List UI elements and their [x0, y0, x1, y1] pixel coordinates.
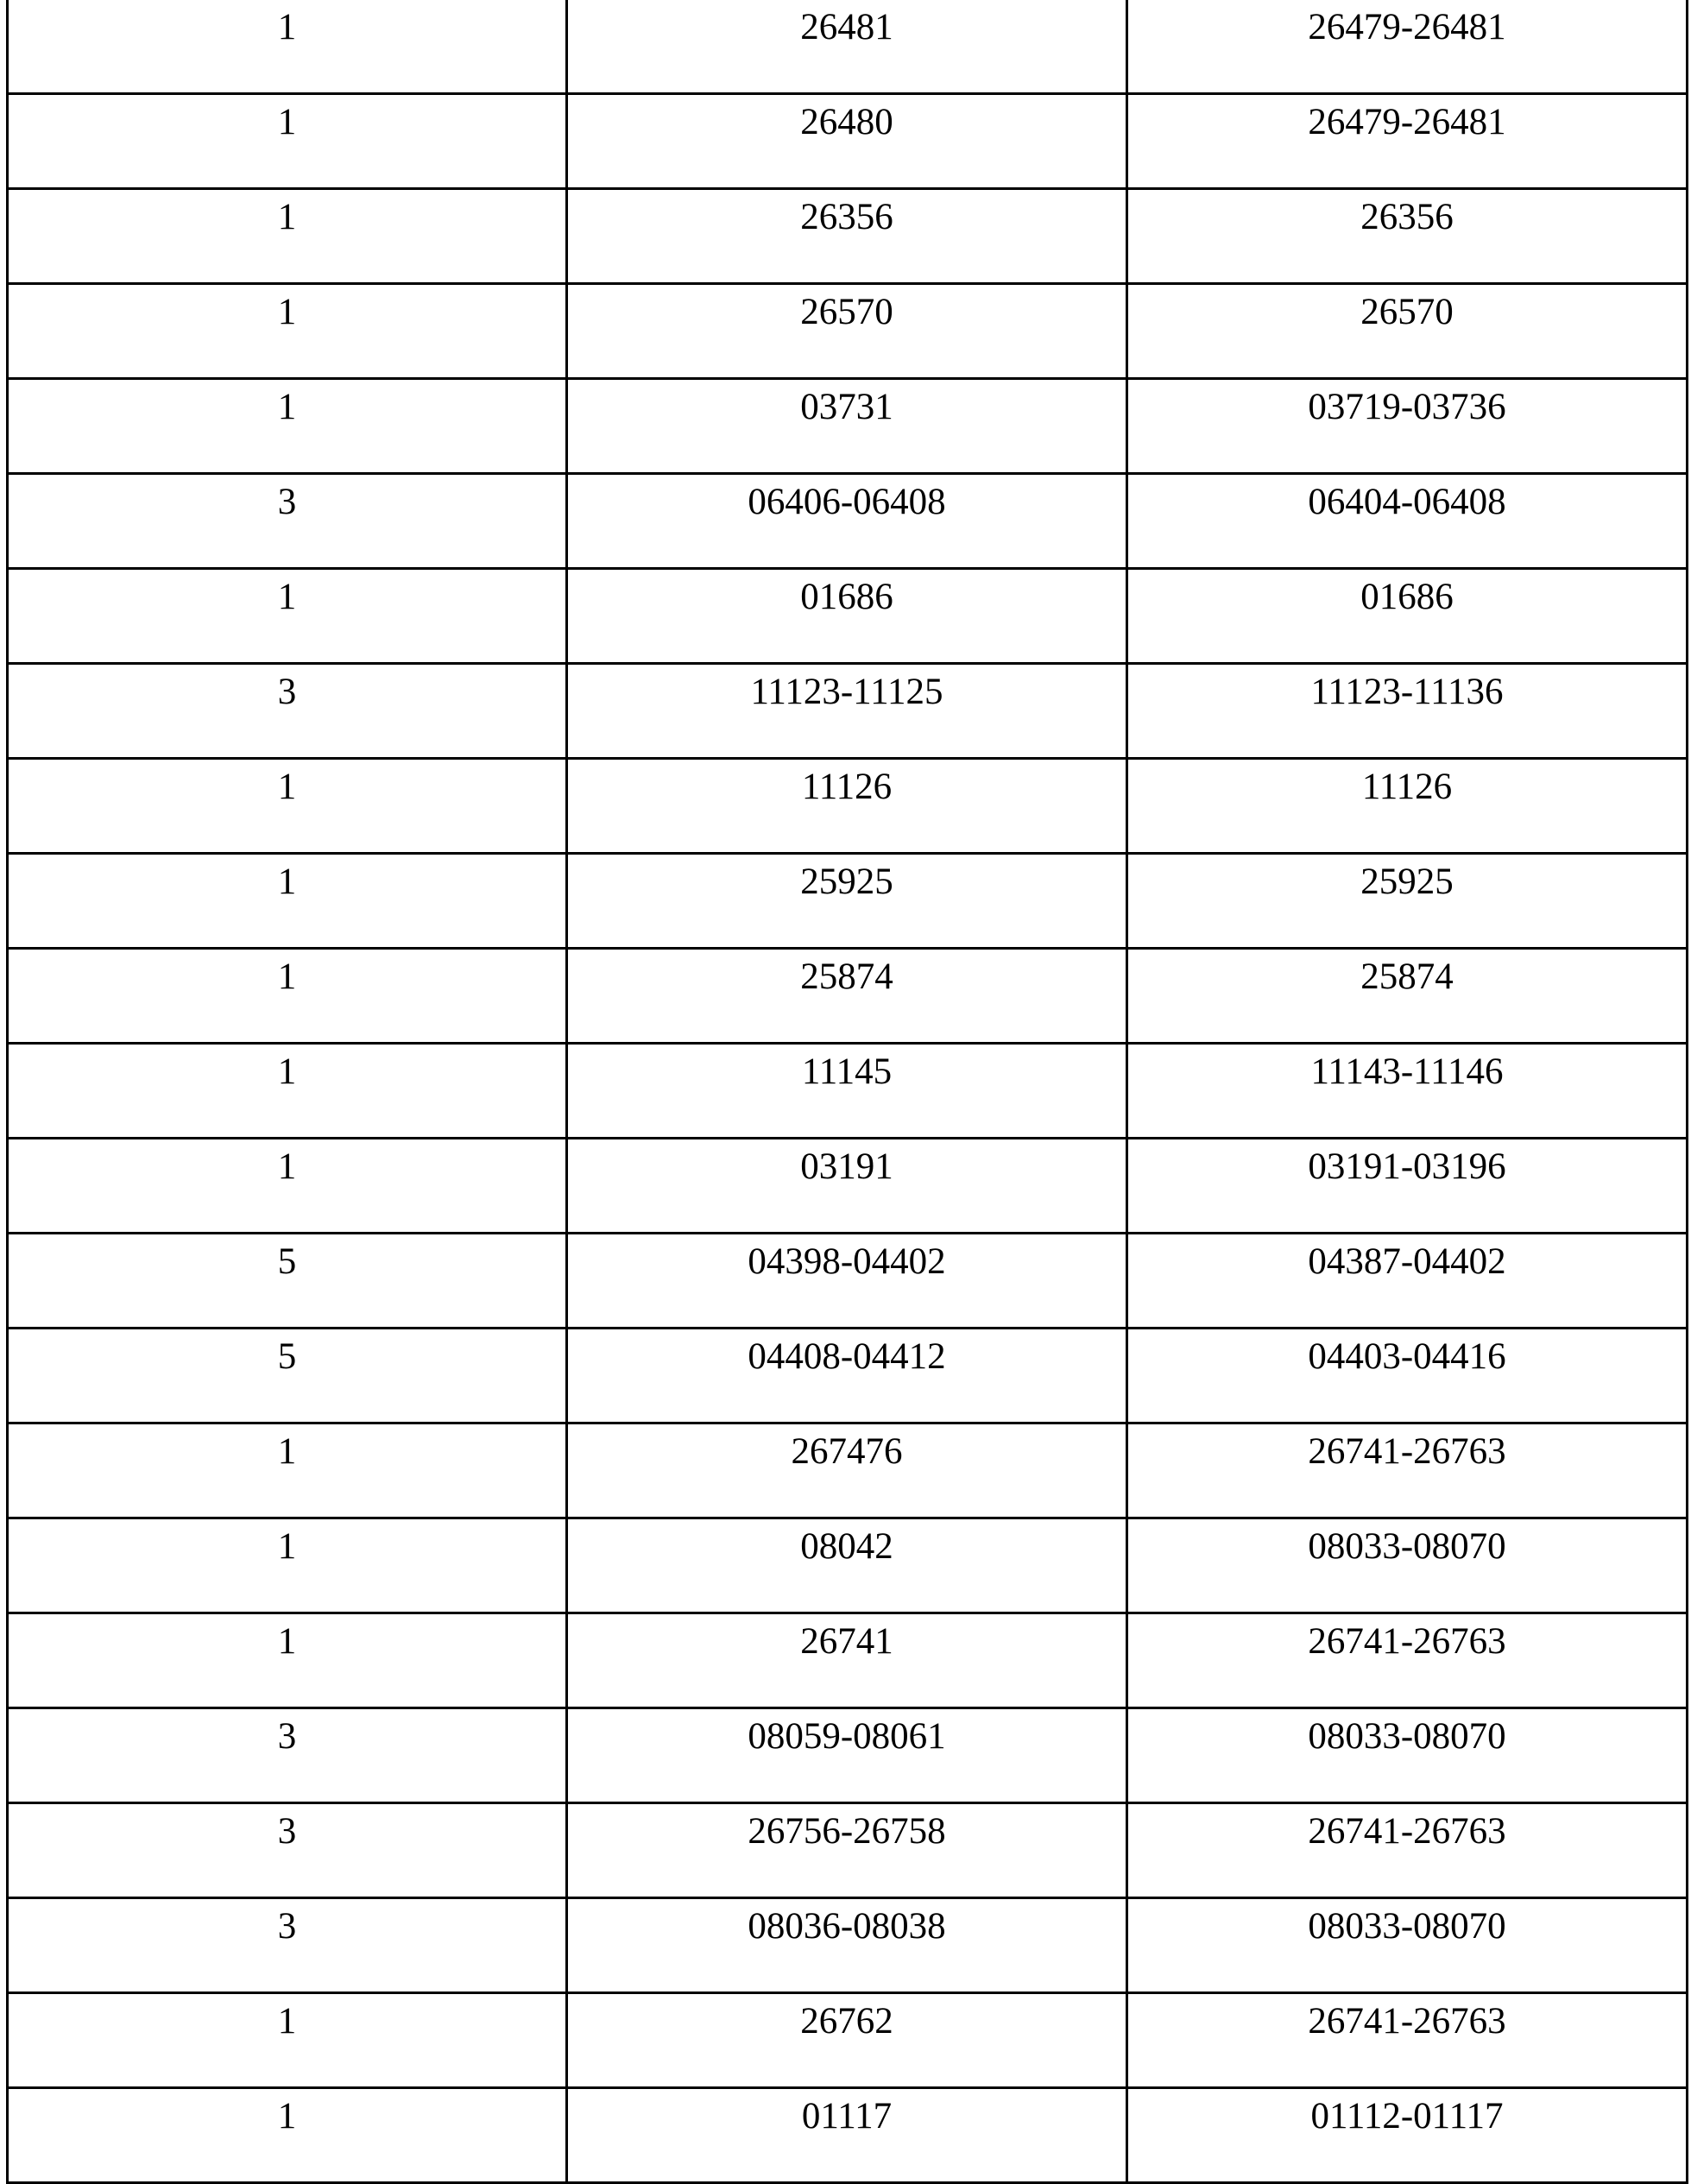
- table-cell: [8, 569, 567, 664]
- table-cell: [567, 379, 1127, 474]
- table-cell: [1127, 949, 1688, 1044]
- table-cell: [567, 569, 1127, 664]
- table-cell: [8, 94, 567, 189]
- table-cell: [1127, 1329, 1688, 1423]
- table-row: [8, 854, 1688, 949]
- table-cell: [1127, 189, 1688, 284]
- cell-text: 1: [277, 862, 297, 902]
- table-row: [8, 379, 1688, 474]
- table-cell: [1127, 1613, 1688, 1708]
- cell-text: 01117: [801, 2096, 893, 2137]
- cell-text: 1: [277, 1051, 297, 1092]
- table-cell: [567, 94, 1127, 189]
- cell-text: 1: [277, 2096, 297, 2137]
- cell-text: 08033-08070: [1308, 1526, 1506, 1567]
- table-cell: [8, 0, 567, 94]
- table-cell: [567, 1613, 1127, 1708]
- cell-text: 26762: [800, 2001, 893, 2042]
- cell-text: 3: [277, 482, 297, 522]
- cell-text: 26756-26758: [748, 1811, 946, 1852]
- cell-text: 11143-11146: [1310, 1051, 1504, 1092]
- cell-text: 11126: [1361, 767, 1453, 807]
- table-cell: [8, 854, 567, 949]
- table-row: [8, 1139, 1688, 1234]
- table-cell: [567, 474, 1127, 569]
- table-cell: [1127, 1898, 1688, 1993]
- cell-text: 08042: [800, 1526, 893, 1567]
- table-cell: [567, 1708, 1127, 1803]
- table-cell: [8, 284, 567, 379]
- cell-text: 03719-03736: [1308, 387, 1506, 427]
- table-row: [8, 1044, 1688, 1139]
- table-cell: [8, 949, 567, 1044]
- cell-text: 26480: [800, 102, 893, 142]
- cell-text: 26479-26481: [1308, 102, 1506, 142]
- cell-text: 26741-26763: [1308, 1431, 1506, 1472]
- table-cell: [1127, 379, 1688, 474]
- cell-text: 03191: [800, 1146, 893, 1187]
- cell-text: 1: [277, 956, 297, 997]
- table-cell: [567, 1993, 1127, 2088]
- cell-text: 11123-11125: [750, 672, 943, 712]
- cell-text: 3: [277, 1716, 297, 1757]
- table-cell: [8, 1803, 567, 1898]
- table-row: [8, 1423, 1688, 1518]
- table-cell: [1127, 1518, 1688, 1613]
- table-cell: [567, 284, 1127, 379]
- cell-text: 11126: [801, 767, 893, 807]
- table-cell: [567, 1044, 1127, 1139]
- cell-text: 1: [277, 2001, 297, 2042]
- cell-text: 11145: [801, 1051, 893, 1092]
- table-cell: [567, 1234, 1127, 1329]
- table-row: [8, 1234, 1688, 1329]
- cell-text: 1: [277, 767, 297, 807]
- cell-text: 01112-01117: [1310, 2096, 1504, 2137]
- table-cell: [8, 1423, 567, 1518]
- cell-text: 1: [277, 292, 297, 332]
- cell-text: 3: [277, 1811, 297, 1852]
- table-row: [8, 189, 1688, 284]
- cell-text: 1: [277, 7, 297, 47]
- cell-text: 03191-03196: [1308, 1146, 1506, 1187]
- cell-text: 26570: [800, 292, 893, 332]
- cell-text: 1: [277, 197, 297, 237]
- table-row: [8, 94, 1688, 189]
- cell-text: 3: [277, 672, 297, 712]
- table-row: [8, 2088, 1688, 2183]
- table-row: [8, 1613, 1688, 1708]
- cell-text: 01686: [1360, 577, 1454, 617]
- table-cell: [1127, 759, 1688, 854]
- table-cell: [567, 1518, 1127, 1613]
- table-row: [8, 1803, 1688, 1898]
- cell-text: 08033-08070: [1308, 1716, 1506, 1757]
- cell-text: 11123-11136: [1310, 672, 1504, 712]
- cell-text: 5: [277, 1336, 297, 1377]
- table-cell: [8, 2088, 567, 2183]
- cell-text: 08033-08070: [1308, 1906, 1506, 1947]
- table-row: [8, 569, 1688, 664]
- table-cell: [8, 759, 567, 854]
- table-row: [8, 1993, 1688, 2088]
- cell-text: 04387-04402: [1308, 1241, 1506, 1282]
- cell-text: 01686: [800, 577, 893, 617]
- cell-text: 25874: [1360, 956, 1454, 997]
- table-cell: [1127, 0, 1688, 94]
- cell-text: 267476: [791, 1431, 903, 1472]
- cell-text: 26741: [800, 1621, 893, 1662]
- table-cell: [567, 1329, 1127, 1423]
- table-body: [8, 0, 1688, 2183]
- table-cell: [1127, 854, 1688, 949]
- cell-text: 1: [277, 1146, 297, 1187]
- cell-text: 26741-26763: [1308, 1811, 1506, 1852]
- cell-text: 26741-26763: [1308, 1621, 1506, 1662]
- table-cell: [8, 1044, 567, 1139]
- table-cell: [1127, 1708, 1688, 1803]
- cell-text: 03731: [800, 387, 893, 427]
- table-cell: [1127, 1803, 1688, 1898]
- table-cell: [8, 1329, 567, 1423]
- table-cell: [8, 1234, 567, 1329]
- cell-text: 25925: [1360, 862, 1454, 902]
- cell-text: 1: [277, 102, 297, 142]
- cell-text: 04408-04412: [748, 1336, 946, 1377]
- table-cell: [8, 1993, 567, 2088]
- table-row: [8, 1329, 1688, 1423]
- table-cell: [1127, 569, 1688, 664]
- cell-text: 08036-08038: [748, 1906, 946, 1947]
- table-cell: [1127, 1993, 1688, 2088]
- cell-text: 06406-06408: [748, 482, 946, 522]
- table-cell: [1127, 2088, 1688, 2183]
- cell-text: 06404-06408: [1308, 482, 1506, 522]
- table-cell: [567, 189, 1127, 284]
- table-cell: [8, 474, 567, 569]
- table-cell: [8, 664, 567, 759]
- cell-text: 26356: [1360, 197, 1454, 237]
- cell-text: 26356: [800, 197, 893, 237]
- cell-text: 5: [277, 1241, 297, 1282]
- table-cell: [567, 854, 1127, 949]
- table-row: [8, 284, 1688, 379]
- table-cell: [8, 1708, 567, 1803]
- table-row: [8, 759, 1688, 854]
- table-cell: [1127, 1139, 1688, 1234]
- table-cell: [1127, 664, 1688, 759]
- cell-text: 1: [277, 577, 297, 617]
- table-cell: [567, 1803, 1127, 1898]
- table-cell: [567, 2088, 1127, 2183]
- table-cell: [8, 1898, 567, 1993]
- cell-text: 1: [277, 1431, 297, 1472]
- cell-text: 26479-26481: [1308, 7, 1506, 47]
- cell-text: 1: [277, 1621, 297, 1662]
- table-cell: [8, 1613, 567, 1708]
- table-cell: [1127, 1234, 1688, 1329]
- cell-text: 04398-04402: [748, 1241, 946, 1282]
- table-cell: [567, 0, 1127, 94]
- table-row: [8, 664, 1688, 759]
- cell-text: 26741-26763: [1308, 2001, 1506, 2042]
- table-row: [8, 0, 1688, 94]
- table-cell: [8, 379, 567, 474]
- data-table: [6, 0, 1688, 2184]
- table-cell: [8, 1139, 567, 1234]
- table-cell: [8, 189, 567, 284]
- cell-text: 1: [277, 1526, 297, 1567]
- cell-text: 25874: [800, 956, 893, 997]
- table-cell: [567, 949, 1127, 1044]
- table-cell: [567, 1139, 1127, 1234]
- table-cell: [1127, 1044, 1688, 1139]
- table-cell: [1127, 94, 1688, 189]
- table-cell: [567, 1423, 1127, 1518]
- table-cell: [1127, 284, 1688, 379]
- cell-text: 3: [277, 1906, 297, 1947]
- table-cell: [1127, 474, 1688, 569]
- table-cell: [567, 1898, 1127, 1993]
- table-row: [8, 1518, 1688, 1613]
- table-row: [8, 949, 1688, 1044]
- cell-text: 25925: [800, 862, 893, 902]
- table-cell: [1127, 1423, 1688, 1518]
- table-cell: [8, 1518, 567, 1613]
- table-row: [8, 1708, 1688, 1803]
- cell-text: 04403-04416: [1308, 1336, 1506, 1377]
- cell-text: 1: [277, 387, 297, 427]
- cell-text: 08059-08061: [748, 1716, 946, 1757]
- table-cell: [567, 759, 1127, 854]
- table-row: [8, 474, 1688, 569]
- cell-text: 26481: [800, 7, 893, 47]
- table-row: [8, 1898, 1688, 1993]
- cell-text: 26570: [1360, 292, 1454, 332]
- table-cell: [567, 664, 1127, 759]
